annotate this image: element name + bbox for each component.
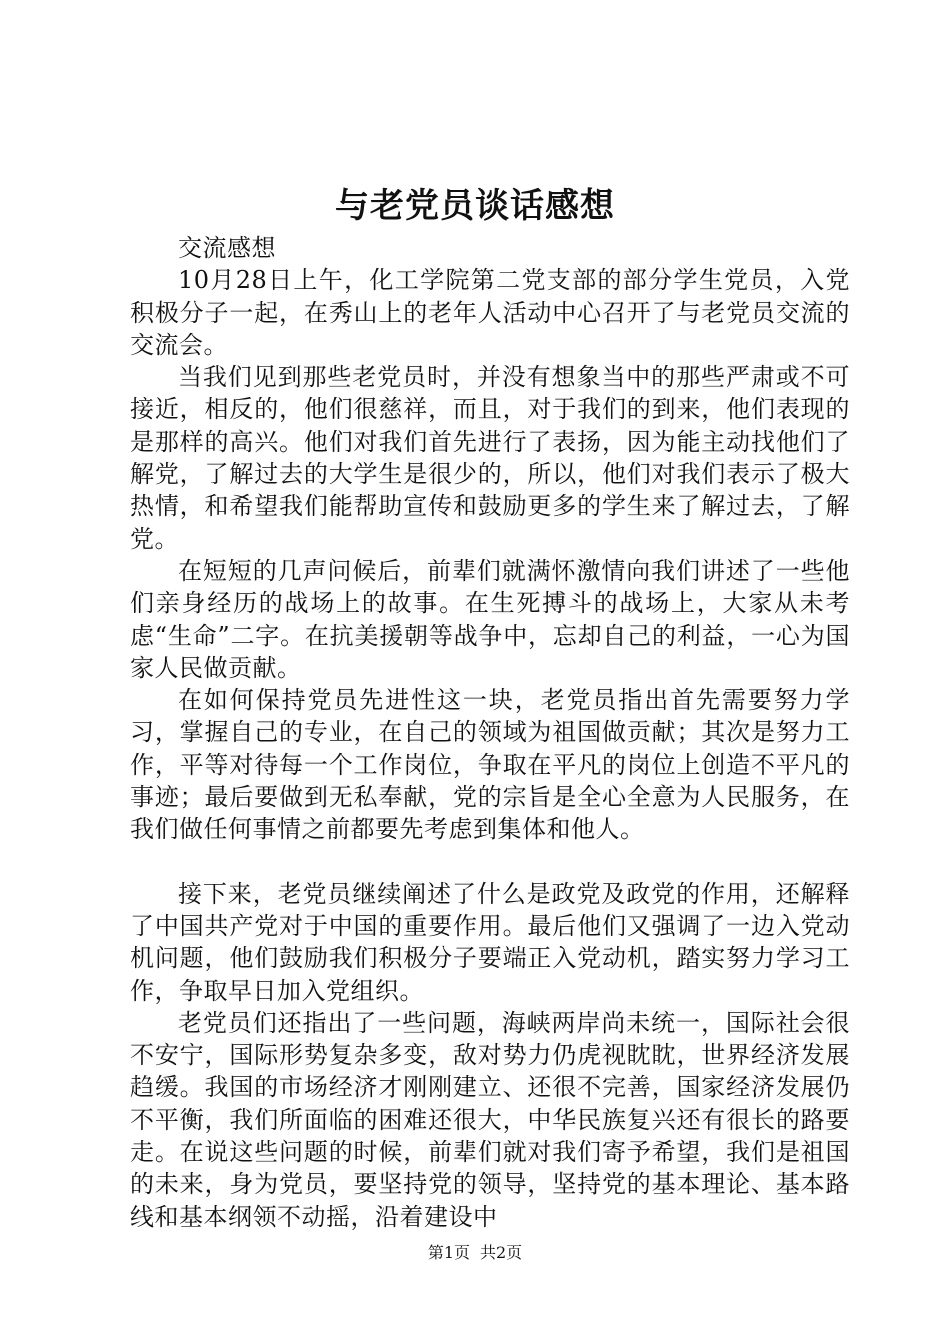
paragraph: 在如何保持党员先进性这一块，老党员指出首先需要努力学习，掌握自己的专业，在自己的领域为祖国做贡献；其次是努力工作，平等对待每一个工作岗位，争取在平凡的岗位上创造不平凡的事迹；最后要做到无私奉献，党的宗旨是全心全意为人民服务，在我们做任何事情之前都要先考虑到集体和他人。 [130,686,850,844]
paragraph: 接下来，老党员继续阐述了什么是政党及政党的作用，还解释了中国共产党对于中国的重要作用。最后他们又强调了一边入党动机问题，他们鼓励我们积极分子要端正入党动机，踏实努力学习工作，争取早日加入党组织。 [130,879,850,1005]
paragraph: 当我们见到那些老党员时，并没有想象当中的那些严肃或不可接近，相反的，他们很慈祥，而且，对于我们的到来，他们表现的是那样的高兴。他们对我们首先进行了表扬，因为能主动找他们了解党，了解过去的大学生是很少的，所以，他们对我们表示了极大热情，和希望我们能帮助宣传和鼓励更多的学生来了解过去，了解党。 [130,363,850,553]
paragraph: 老党员们还指出了一些问题，海峡两岸尚未统一，国际社会很不安宁，国际形势复杂多变，敌对势力仍虎视眈眈，世界经济发展趋缓。我国的市场经济才刚刚建立、还很不完善，国家经济发展仍不平衡，我们所面临的困难还很大，中华民族复兴还有很长的路要走。在说这些问题的时候，前辈们就对我们寄予希望，我们是祖国的未来，身为党员，要坚持党的领导，坚持党的基本理论、基本路线和基本纲领不动摇，沿着建设中 [130,1008,850,1231]
page-footer [0,1243,950,1263]
page-total: 共2页 [480,1243,523,1262]
paragraph: 10月28日上午，化工学院第二党支部的部分学生党员，入党积极分子一起，在秀山上的老年人活动中心召开了与老党员交流的交流会。 [130,266,850,359]
document-title: 与老党员谈话感想 [335,186,615,226]
page-number: 第1页 [427,1243,470,1262]
document-body [130,232,850,1233]
paragraph-spacer [130,846,850,878]
paragraph: 在短短的几声问候后，前辈们就满怀激情向我们讲述了一些他们亲身经历的战场上的故事。在生死搏斗的战场上，大家从未考虑“生命”二字。在抗美援朝等战争中，忘却自己的利益，一心为国家人民做贡献。 [130,556,850,682]
document-subtitle: 交流感想 [178,234,276,262]
